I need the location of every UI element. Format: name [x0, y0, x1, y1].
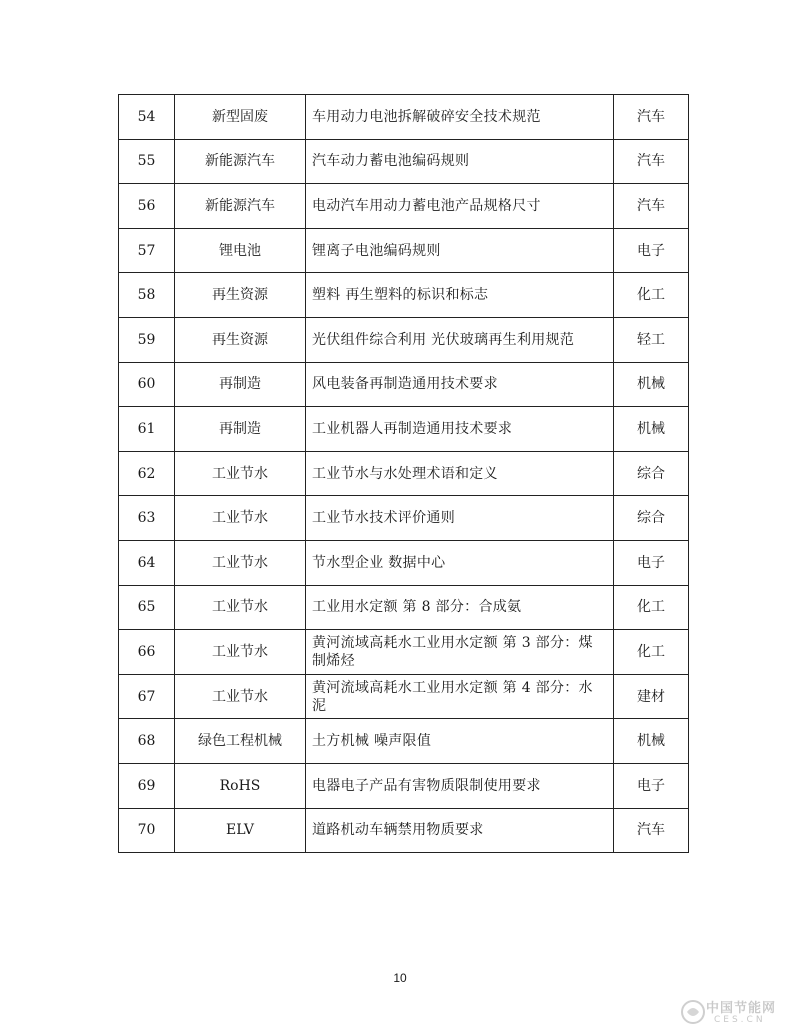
row-industry: 建材 [614, 674, 689, 719]
table-row [119, 540, 689, 585]
row-industry: 化工 [614, 630, 689, 675]
row-category: 再生资源 [175, 317, 306, 362]
row-standard-name: 电动汽车用动力蓄电池产品规格尺寸 [306, 184, 614, 229]
row-standard-name: 锂离子电池编码规则 [306, 228, 614, 273]
row-standard-name: 工业机器人再制造通用技术要求 [306, 407, 614, 452]
row-industry: 电子 [614, 228, 689, 273]
row-category: 新能源汽车 [175, 139, 306, 184]
row-category: 工业节水 [175, 540, 306, 585]
row-number: 69 [119, 763, 175, 808]
row-standard-name: 黄河流域高耗水工业用水定额 第 3 部分：煤制烯烃 [306, 630, 614, 675]
row-standard-name: 汽车动力蓄电池编码规则 [306, 139, 614, 184]
watermark-text-en: CES.CN [714, 1015, 766, 1025]
row-standard-name: 电器电子产品有害物质限制使用要求 [306, 763, 614, 808]
row-standard-name: 光伏组件综合利用 光伏玻璃再生利用规范 [306, 317, 614, 362]
table-row [119, 95, 689, 140]
table-row [119, 273, 689, 318]
row-industry: 电子 [614, 763, 689, 808]
table-row [119, 139, 689, 184]
table-row [119, 184, 689, 229]
row-standard-name: 工业节水与水处理术语和定义 [306, 451, 614, 496]
row-standard-name: 风电装备再制造通用技术要求 [306, 362, 614, 407]
row-number: 55 [119, 139, 175, 184]
row-category: ELV [175, 808, 306, 853]
row-standard-name: 道路机动车辆禁用物质要求 [306, 808, 614, 853]
row-category: 再制造 [175, 407, 306, 452]
row-industry: 机械 [614, 719, 689, 764]
row-number: 56 [119, 184, 175, 229]
row-category: 工业节水 [175, 451, 306, 496]
watermark-logo-icon [680, 999, 706, 1025]
row-number: 60 [119, 362, 175, 407]
row-category: 再生资源 [175, 273, 306, 318]
row-standard-name: 黄河流域高耗水工业用水定额 第 4 部分：水泥 [306, 674, 614, 719]
row-category: 新型固废 [175, 95, 306, 140]
row-standard-name: 车用动力电池拆解破碎安全技术规范 [306, 95, 614, 140]
row-category: 新能源汽车 [175, 184, 306, 229]
row-standard-name: 工业节水技术评价通则 [306, 496, 614, 541]
watermark-text-cn: 中国节能网 [706, 1001, 777, 1016]
row-standard-name: 节水型企业 数据中心 [306, 540, 614, 585]
table-row [119, 585, 689, 630]
row-number: 59 [119, 317, 175, 362]
row-number: 58 [119, 273, 175, 318]
row-category: 工业节水 [175, 496, 306, 541]
table-row [119, 228, 689, 273]
row-industry: 轻工 [614, 317, 689, 362]
row-number: 61 [119, 407, 175, 452]
row-number: 64 [119, 540, 175, 585]
table-row [119, 451, 689, 496]
row-industry: 汽车 [614, 95, 689, 140]
row-number: 67 [119, 674, 175, 719]
row-industry: 化工 [614, 585, 689, 630]
row-number: 66 [119, 630, 175, 675]
table-row [119, 362, 689, 407]
row-industry: 机械 [614, 362, 689, 407]
table-row [119, 763, 689, 808]
table-row [119, 808, 689, 853]
table-row [119, 674, 689, 719]
row-number: 65 [119, 585, 175, 630]
row-industry: 汽车 [614, 184, 689, 229]
table-row [119, 630, 689, 675]
table-row [119, 317, 689, 362]
row-category: 工业节水 [175, 674, 306, 719]
table-row [119, 719, 689, 764]
table-row [119, 496, 689, 541]
row-category: 绿色工程机械 [175, 719, 306, 764]
row-number: 70 [119, 808, 175, 853]
row-number: 63 [119, 496, 175, 541]
row-industry: 综合 [614, 496, 689, 541]
row-standard-name: 土方机械 噪声限值 [306, 719, 614, 764]
row-category: RoHS [175, 763, 306, 808]
row-industry: 汽车 [614, 808, 689, 853]
row-category: 工业节水 [175, 585, 306, 630]
row-number: 62 [119, 451, 175, 496]
row-category: 锂电池 [175, 228, 306, 273]
row-number: 57 [119, 228, 175, 273]
row-number: 68 [119, 719, 175, 764]
row-category: 再制造 [175, 362, 306, 407]
watermark [680, 995, 790, 1031]
row-industry: 综合 [614, 451, 689, 496]
standards-table-body [119, 95, 689, 853]
row-number: 54 [119, 95, 175, 140]
standards-table [118, 94, 689, 853]
row-standard-name: 工业用水定额 第 8 部分：合成氨 [306, 585, 614, 630]
row-category: 工业节水 [175, 630, 306, 675]
table-row [119, 407, 689, 452]
row-industry: 汽车 [614, 139, 689, 184]
row-industry: 电子 [614, 540, 689, 585]
row-industry: 化工 [614, 273, 689, 318]
row-standard-name: 塑料 再生塑料的标识和标志 [306, 273, 614, 318]
row-industry: 机械 [614, 407, 689, 452]
page-number: 10 [393, 971, 407, 985]
